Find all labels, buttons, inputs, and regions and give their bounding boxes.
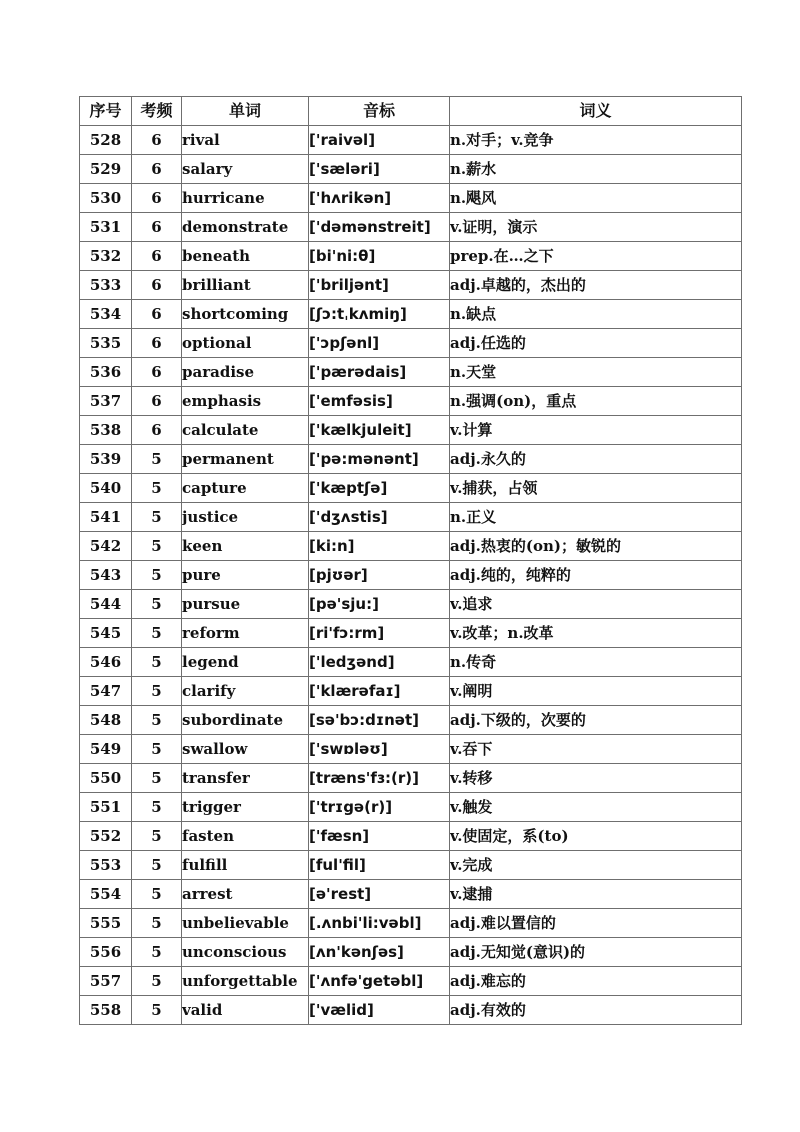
row-meaning: adj.下级的，次要的: [450, 706, 742, 735]
row-word: optional: [182, 329, 309, 358]
row-word: unconscious: [182, 938, 309, 967]
row-word: paradise: [182, 358, 309, 387]
row-number: 553: [80, 851, 132, 880]
header-meaning: 词义: [450, 97, 742, 126]
row-word: beneath: [182, 242, 309, 271]
row-meaning: n.飓风: [450, 184, 742, 213]
row-word: hurricane: [182, 184, 309, 213]
row-phonetic: ['hʌrikən]: [309, 184, 450, 213]
row-phonetic: [bi'ni:θ]: [309, 242, 450, 271]
row-phonetic: ['emfəsis]: [309, 387, 450, 416]
row-word: reform: [182, 619, 309, 648]
row-number: 546: [80, 648, 132, 677]
table-row: [80, 619, 742, 648]
table-row: [80, 155, 742, 184]
row-phonetic: [ʌn'kənʃəs]: [309, 938, 450, 967]
row-number: 539: [80, 445, 132, 474]
row-meaning: n.传奇: [450, 648, 742, 677]
row-word: swallow: [182, 735, 309, 764]
row-meaning: n.对手；v.竞争: [450, 126, 742, 155]
row-meaning: adj.任选的: [450, 329, 742, 358]
table-row: [80, 996, 742, 1025]
row-meaning: v.计算: [450, 416, 742, 445]
row-phonetic: ['ledʒənd]: [309, 648, 450, 677]
row-meaning: n.薪水: [450, 155, 742, 184]
row-number: 545: [80, 619, 132, 648]
row-number: 556: [80, 938, 132, 967]
row-frequency: 6: [132, 126, 182, 155]
row-frequency: 5: [132, 619, 182, 648]
table-body: [80, 126, 742, 1025]
row-word: permanent: [182, 445, 309, 474]
row-phonetic: ['pə:mənənt]: [309, 445, 450, 474]
table-row: [80, 561, 742, 590]
row-meaning: v.阐明: [450, 677, 742, 706]
row-number: 555: [80, 909, 132, 938]
row-phonetic: ['ɔpʃənl]: [309, 329, 450, 358]
row-meaning: n.天堂: [450, 358, 742, 387]
row-number: 533: [80, 271, 132, 300]
row-phonetic: [.ʌnbi'li:vəbl]: [309, 909, 450, 938]
row-number: 544: [80, 590, 132, 619]
row-frequency: 5: [132, 822, 182, 851]
row-word: trigger: [182, 793, 309, 822]
table-row: [80, 474, 742, 503]
row-meaning: v.吞下: [450, 735, 742, 764]
row-phonetic: ['kæptʃə]: [309, 474, 450, 503]
row-word: capture: [182, 474, 309, 503]
row-frequency: 5: [132, 677, 182, 706]
row-word: clarify: [182, 677, 309, 706]
row-meaning: v.追求: [450, 590, 742, 619]
row-number: 541: [80, 503, 132, 532]
row-frequency: 5: [132, 880, 182, 909]
row-number: 529: [80, 155, 132, 184]
row-phonetic: ['briljənt]: [309, 271, 450, 300]
row-word: justice: [182, 503, 309, 532]
row-word: pure: [182, 561, 309, 590]
table-row: [80, 909, 742, 938]
table-row: [80, 358, 742, 387]
row-meaning: adj.永久的: [450, 445, 742, 474]
row-meaning: adj.有效的: [450, 996, 742, 1025]
table-row: [80, 677, 742, 706]
row-frequency: 6: [132, 184, 182, 213]
table-row: [80, 764, 742, 793]
row-phonetic: [træns'fɜ:(r)]: [309, 764, 450, 793]
table-row: [80, 416, 742, 445]
table-row: [80, 387, 742, 416]
header-frequency: 考频: [132, 97, 182, 126]
row-frequency: 6: [132, 300, 182, 329]
row-word: fulfill: [182, 851, 309, 880]
row-meaning: prep.在…之下: [450, 242, 742, 271]
table-row: [80, 213, 742, 242]
row-frequency: 5: [132, 532, 182, 561]
row-frequency: 5: [132, 851, 182, 880]
row-phonetic: [ful'fil]: [309, 851, 450, 880]
row-number: 552: [80, 822, 132, 851]
row-frequency: 5: [132, 764, 182, 793]
table-row: [80, 648, 742, 677]
row-frequency: 5: [132, 503, 182, 532]
row-word: salary: [182, 155, 309, 184]
row-word: legend: [182, 648, 309, 677]
row-frequency: 6: [132, 271, 182, 300]
row-phonetic: ['dʒʌstis]: [309, 503, 450, 532]
row-phonetic: [ə'rest]: [309, 880, 450, 909]
row-word: emphasis: [182, 387, 309, 416]
table-header-row: [80, 97, 742, 126]
table-row: [80, 300, 742, 329]
table-row: [80, 590, 742, 619]
row-word: rival: [182, 126, 309, 155]
row-meaning: adj.无知觉(意识)的: [450, 938, 742, 967]
row-word: shortcoming: [182, 300, 309, 329]
table-row: [80, 126, 742, 155]
table-row: [80, 271, 742, 300]
header-number: 序号: [80, 97, 132, 126]
row-phonetic: [pə'sju:]: [309, 590, 450, 619]
row-word: brilliant: [182, 271, 309, 300]
row-number: 551: [80, 793, 132, 822]
table-row: [80, 793, 742, 822]
row-frequency: 5: [132, 996, 182, 1025]
row-number: 530: [80, 184, 132, 213]
row-word: keen: [182, 532, 309, 561]
row-meaning: adj.纯的，纯粹的: [450, 561, 742, 590]
row-number: 535: [80, 329, 132, 358]
row-word: fasten: [182, 822, 309, 851]
row-meaning: v.完成: [450, 851, 742, 880]
row-frequency: 5: [132, 561, 182, 590]
row-number: 532: [80, 242, 132, 271]
row-meaning: adj.热衷的(on)；敏锐的: [450, 532, 742, 561]
row-phonetic: ['sæləri]: [309, 155, 450, 184]
row-phonetic: ['raivəl]: [309, 126, 450, 155]
row-phonetic: [pjʊər]: [309, 561, 450, 590]
row-number: 540: [80, 474, 132, 503]
vocabulary-table: [79, 96, 742, 1025]
row-frequency: 6: [132, 416, 182, 445]
row-frequency: 5: [132, 706, 182, 735]
row-phonetic: ['fæsn]: [309, 822, 450, 851]
row-meaning: v.捕获，占领: [450, 474, 742, 503]
row-number: 531: [80, 213, 132, 242]
table-row: [80, 184, 742, 213]
row-frequency: 5: [132, 793, 182, 822]
row-phonetic: ['pærədais]: [309, 358, 450, 387]
row-phonetic: [sə'bɔ:dɪnət]: [309, 706, 450, 735]
row-word: demonstrate: [182, 213, 309, 242]
row-frequency: 6: [132, 213, 182, 242]
table-row: [80, 938, 742, 967]
row-frequency: 5: [132, 648, 182, 677]
row-number: 536: [80, 358, 132, 387]
table-row: [80, 329, 742, 358]
row-word: calculate: [182, 416, 309, 445]
row-word: unbelievable: [182, 909, 309, 938]
row-phonetic: ['ʌnfə'getəbl]: [309, 967, 450, 996]
row-frequency: 6: [132, 155, 182, 184]
row-frequency: 6: [132, 358, 182, 387]
table-row: [80, 706, 742, 735]
row-meaning: n.强调(on)，重点: [450, 387, 742, 416]
row-word: transfer: [182, 764, 309, 793]
row-meaning: adj.难忘的: [450, 967, 742, 996]
table-row: [80, 503, 742, 532]
row-number: 542: [80, 532, 132, 561]
row-phonetic: ['trɪgə(r)]: [309, 793, 450, 822]
row-word: arrest: [182, 880, 309, 909]
row-frequency: 5: [132, 938, 182, 967]
row-number: 548: [80, 706, 132, 735]
row-meaning: v.使固定，系(to): [450, 822, 742, 851]
row-frequency: 5: [132, 735, 182, 764]
row-frequency: 6: [132, 329, 182, 358]
row-number: 547: [80, 677, 132, 706]
row-meaning: n.正义: [450, 503, 742, 532]
row-word: valid: [182, 996, 309, 1025]
row-number: 538: [80, 416, 132, 445]
table-row: [80, 822, 742, 851]
row-phonetic: ['dəmənstreit]: [309, 213, 450, 242]
row-frequency: 6: [132, 242, 182, 271]
table-row: [80, 445, 742, 474]
row-word: pursue: [182, 590, 309, 619]
header-phonetic: 音标: [309, 97, 450, 126]
row-meaning: v.改革；n.改革: [450, 619, 742, 648]
row-meaning: v.触发: [450, 793, 742, 822]
row-meaning: adj.卓越的，杰出的: [450, 271, 742, 300]
row-number: 550: [80, 764, 132, 793]
table-row: [80, 242, 742, 271]
row-number: 534: [80, 300, 132, 329]
row-meaning: v.转移: [450, 764, 742, 793]
table-row: [80, 735, 742, 764]
row-frequency: 5: [132, 445, 182, 474]
row-phonetic: ['kælkjuleit]: [309, 416, 450, 445]
row-meaning: n.缺点: [450, 300, 742, 329]
row-number: 543: [80, 561, 132, 590]
row-frequency: 5: [132, 909, 182, 938]
row-number: 528: [80, 126, 132, 155]
row-phonetic: ['swɒləʊ]: [309, 735, 450, 764]
table-row: [80, 851, 742, 880]
row-frequency: 6: [132, 387, 182, 416]
row-frequency: 5: [132, 967, 182, 996]
row-number: 537: [80, 387, 132, 416]
row-phonetic: ['vælid]: [309, 996, 450, 1025]
row-number: 554: [80, 880, 132, 909]
header-word: 单词: [182, 97, 309, 126]
table-row: [80, 967, 742, 996]
row-number: 557: [80, 967, 132, 996]
table-row: [80, 532, 742, 561]
row-phonetic: ['klærəfaɪ]: [309, 677, 450, 706]
row-meaning: v.证明，演示: [450, 213, 742, 242]
row-word: unforgettable: [182, 967, 309, 996]
row-frequency: 5: [132, 590, 182, 619]
row-meaning: adj.难以置信的: [450, 909, 742, 938]
row-meaning: v.逮捕: [450, 880, 742, 909]
row-phonetic: [ri'fɔ:rm]: [309, 619, 450, 648]
row-number: 549: [80, 735, 132, 764]
row-phonetic: [ʃɔ:tˌkʌmiŋ]: [309, 300, 450, 329]
row-number: 558: [80, 996, 132, 1025]
row-phonetic: [ki:n]: [309, 532, 450, 561]
row-word: subordinate: [182, 706, 309, 735]
row-frequency: 5: [132, 474, 182, 503]
table-row: [80, 880, 742, 909]
